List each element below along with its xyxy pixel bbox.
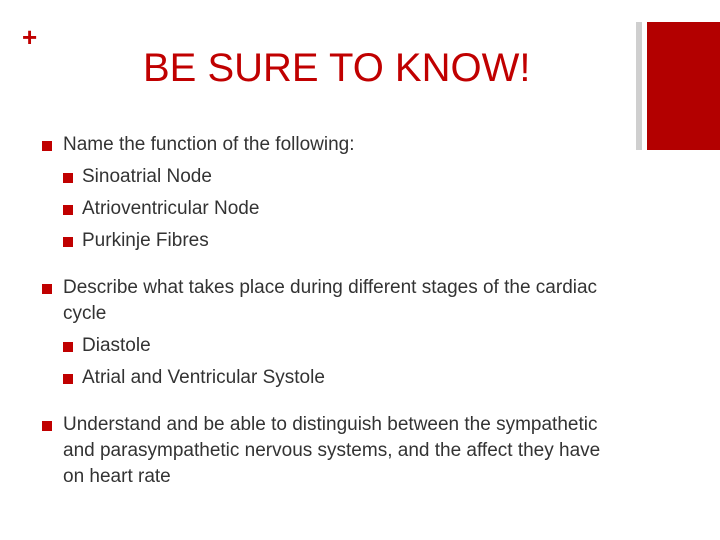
decorative-bar-gray: [636, 22, 642, 150]
plus-icon: +: [22, 22, 38, 52]
bullet-point-text: Describe what takes place during different stages of the cardiac cycle: [63, 277, 598, 324]
sub-point-text: Sinoatrial Node: [82, 166, 212, 187]
bullet-point-text: Understand and be able to distinguish between the sympathetic and parasympathetic nervous systems, and the affect they have on heart rate: [63, 414, 601, 487]
square-bullet-icon: [42, 284, 52, 294]
sub-point-text: Atrioventricular Node: [82, 198, 260, 219]
slide-title: BE SURE TO KNOW!: [143, 46, 531, 90]
bullet-point-2: [42, 275, 623, 391]
sub-point: [42, 196, 623, 222]
square-bullet-icon: [63, 205, 73, 215]
square-bullet-icon: [63, 342, 73, 352]
bullet-point-text: Name the function of the following:: [63, 134, 355, 155]
square-bullet-icon: [42, 421, 52, 431]
sub-point: [42, 228, 623, 254]
bullet-point-1: [42, 132, 623, 254]
square-bullet-icon: [42, 141, 52, 151]
square-bullet-icon: [63, 374, 73, 384]
bullet-point-3: [42, 412, 623, 490]
decorative-block-red: [647, 22, 720, 150]
sub-point-text: Purkinje Fibres: [82, 230, 209, 251]
sub-point-text: Diastole: [82, 335, 151, 356]
sub-point: [42, 164, 623, 190]
sub-point-text: Atrial and Ventricular Systole: [82, 367, 325, 388]
sub-point: [42, 365, 623, 391]
sub-point: [42, 333, 623, 359]
square-bullet-icon: [63, 237, 73, 247]
square-bullet-icon: [63, 173, 73, 183]
